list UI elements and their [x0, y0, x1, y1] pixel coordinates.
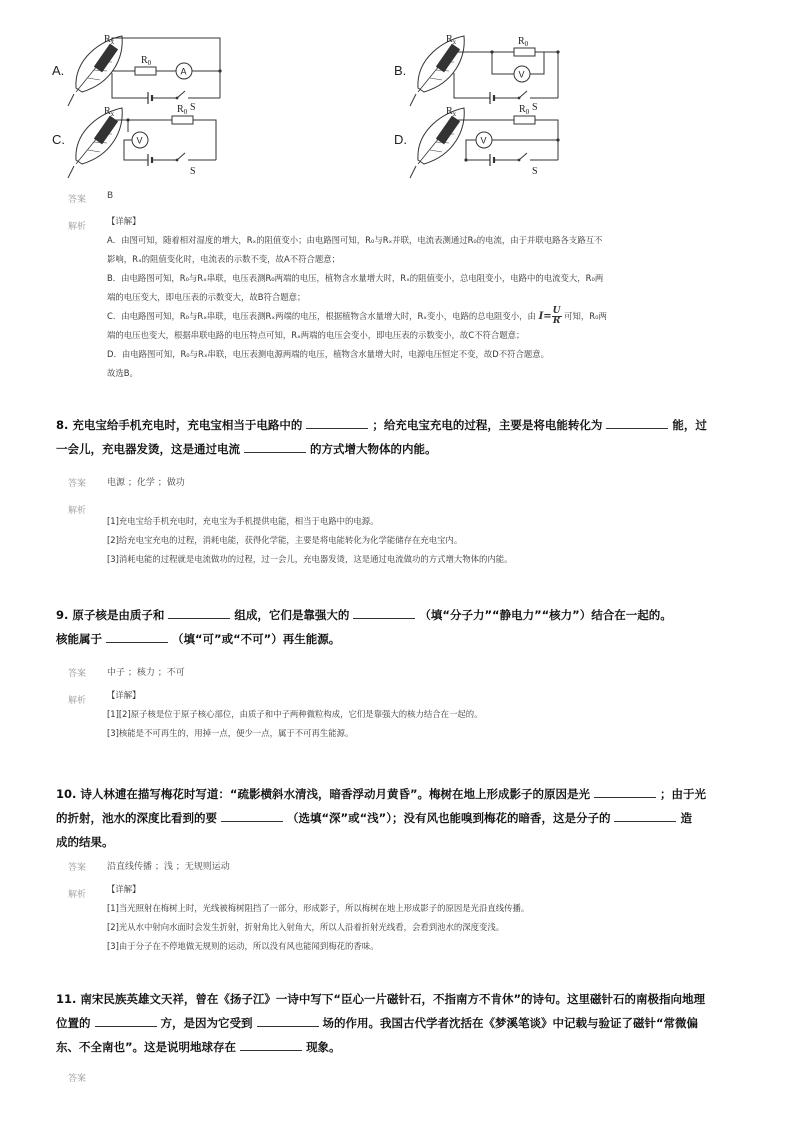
- question-11: 11. 南宋民族英雄文天祥，曾在《扬子江》一诗中写下“臣心一片磁针石，不指南方不肯休”的诗句。这里磁针石的南极指向地理 位置的 方，是因为它受到 场的作用。我国古代学者沈括在《梦溪笔谈》中记载与验证了磁针“常微偏 东、不全南也”。这是说明地球存在 现象。: [56, 992, 706, 1054]
- explain-line: [3]消耗电能的过程就是电流做功的过程，过一会儿，充电器发烫，这是通过电流做功的方式增大物体的内能。: [107, 554, 513, 564]
- r0-label: $R_0$: [519, 104, 530, 116]
- explain-label: 解析: [68, 506, 87, 516]
- explain-line: D．由电路图可知，R₀与Rₓ串联，电压表测电源两端的电压，植物含水量增大时，电源电压恒定不变，故D不符合题意。: [107, 349, 549, 359]
- meter-label: V: [480, 135, 487, 146]
- ohm-law-formula: I= $\frac{U}{R}$: [538, 306, 561, 326]
- option-c[interactable]: [52, 100, 262, 185]
- explain-line: [1][2]原子核是位于原子核心部位，由质子和中子两种微粒构成，它们是靠强大的核力结合在一起的。: [107, 709, 483, 719]
- answer-blank[interactable]: [221, 809, 283, 822]
- question-number: 9.: [56, 608, 69, 622]
- rx-label: $R_x$: [104, 106, 115, 118]
- answer-value: 中子 ；核力 ；不可: [107, 668, 185, 678]
- meter-label: V: [136, 135, 143, 146]
- answer-label: 答案: [68, 195, 87, 205]
- explain-line: 故选B。: [107, 368, 138, 378]
- answer-blank[interactable]: [614, 809, 676, 822]
- question-10: 10. 诗人林逋在描写梅花时写道：“疏影横斜水清浅，暗香浮动月黄昏”。梅树在地上形成影子的原因是光 ；由于光 的折射，池水的深度比看到的要 （选填“深”或“浅”）；没有风也能嗅到梅花的暗香，这是分子的 造 成的结果。: [56, 787, 707, 849]
- option-letter: B.: [394, 63, 407, 78]
- question-number: 10.: [56, 787, 77, 801]
- answer-label: 答案: [68, 863, 87, 873]
- explanation-block: [107, 512, 747, 569]
- explain-line: [3]由于分子在不停地做无规则的运动，所以没有风也能闻到梅花的香味。: [107, 941, 379, 951]
- answer-value: B: [107, 191, 114, 201]
- leaf-icon: [410, 36, 464, 106]
- answer-blank[interactable]: [244, 440, 306, 453]
- explanation-block: [107, 212, 747, 383]
- explain-line: A．由图可知，随着相对湿度的增大，Rₓ的阻值变小；由电路图可知，R₀与Rₓ并联，电流表测通过R₀的电流，由于并联电路各支路互不: [107, 235, 603, 245]
- answer-value: 电源 ；化学 ；做功: [107, 478, 185, 488]
- meter-label: A: [180, 66, 187, 77]
- r0-label: $R_0$: [518, 36, 529, 48]
- option-letter: C.: [52, 132, 65, 147]
- detail-title: 【详解】: [107, 216, 141, 226]
- detail-title: 【详解】: [107, 884, 141, 894]
- option-d[interactable]: [394, 100, 604, 185]
- r0-label: $R_0$: [141, 55, 152, 67]
- explain-line: [2]给充电宝充电的过程，消耗电能，获得化学能，主要是将电能转化为化学能储存在充电宝内。: [107, 535, 463, 545]
- option-letter: A.: [52, 63, 65, 78]
- explain-label: 解析: [68, 890, 87, 900]
- explain-label: 解析: [68, 222, 87, 232]
- switch-label: S: [190, 102, 196, 113]
- answer-blank[interactable]: [95, 1014, 157, 1027]
- question-8: 8. 充电宝给手机充电时，充电宝相当于电路中的 ；给充电宝充电的过程，主要是将电能转化为 能，过 一会儿，充电器发烫，这是通过电流 的方式增大物体的内能。: [56, 418, 707, 456]
- answer-blank[interactable]: [306, 416, 368, 429]
- r0-label: $R_0$: [177, 104, 188, 116]
- answer-blank[interactable]: [606, 416, 668, 429]
- battery: [148, 154, 152, 166]
- explain-text: C．由电路图可知，R₀与Rₓ串联，电压表测Rₓ两端的电压，根据植物含水量增大时，Rₓ变小，电路的总电阻变小，由: [107, 311, 536, 321]
- explain-line: [1]充电宝给手机充电时，充电宝为手机提供电能，相当于电路中的电源。: [107, 516, 379, 526]
- resistor-r0: [514, 48, 535, 56]
- explanation-block: [107, 880, 747, 956]
- meter-label: V: [518, 69, 525, 80]
- rx-label: $R_x$: [446, 34, 457, 46]
- switch-label: S: [532, 166, 538, 177]
- answer-blank[interactable]: [353, 606, 415, 619]
- answer-label: 答案: [68, 479, 87, 489]
- circuit-diagram-d: [394, 100, 604, 185]
- resistor-r0: [514, 116, 535, 124]
- answer-value: 沿直线传播 ；浅 ；无规则运动: [107, 862, 230, 872]
- explain-line: [3]核能是不可再生的，用掉一点，便少一点，属于不可再生能源。: [107, 728, 354, 738]
- answer-blank[interactable]: [240, 1038, 302, 1051]
- circuit-diagram-c: [52, 100, 262, 185]
- explain-line: 端的电压也变大，根据串联电路的电压特点可知，Rₓ两端的电压会变小，即电压表的示数变小，故C不符合题意；: [107, 330, 525, 340]
- answer-label: 答案: [68, 669, 87, 679]
- resistor-r0: [135, 67, 156, 75]
- explain-line: B．由电路图可知，R₀与Rₓ串联，电压表测R₀两端的电压，植物含水量增大时，Rₓ的阻值变小，总电阻变小，电路中的电流变大，R₀两: [107, 273, 604, 283]
- answer-blank[interactable]: [106, 630, 168, 643]
- explain-label: 解析: [68, 696, 87, 706]
- question-number: 8.: [56, 418, 69, 432]
- resistor-r0: [172, 116, 193, 124]
- explain-line: [2]光从水中射向水面时会发生折射，折射角比入射角大，所以人沿着折射光线看，会看到池水的深度变浅。: [107, 922, 505, 932]
- explain-line-with-formula: [107, 307, 747, 326]
- question-number: 11.: [56, 992, 77, 1006]
- explain-line: [1]当光照射在梅树上时，光线被梅树阻挡了一部分，形成影子，所以梅树在地上形成影子的原因是光沿直线传播。: [107, 903, 530, 913]
- answer-blank[interactable]: [168, 606, 230, 619]
- rx-label: $R_x$: [104, 34, 115, 46]
- leaf-icon: [410, 108, 464, 178]
- answer-blank[interactable]: [594, 785, 656, 798]
- battery: [490, 154, 494, 166]
- answer-blank[interactable]: [257, 1014, 319, 1027]
- option-letter: D.: [394, 132, 407, 147]
- detail-title: 【详解】: [107, 690, 141, 700]
- explain-text: 可知，R₀两: [564, 311, 607, 321]
- switch-label: S: [190, 166, 196, 177]
- switch-label: S: [532, 102, 538, 113]
- answer-label: 答案: [68, 1074, 87, 1084]
- explanation-block: [107, 686, 747, 743]
- explain-line: 端的电压变大，即电压表的示数变大，故B符合题意；: [107, 292, 306, 302]
- leaf-icon: [68, 108, 122, 178]
- rx-label: $R_x$: [446, 106, 457, 118]
- question-9: 9. 原子核是由质子和 组成，它们是靠强大的 （填“分子力”“静电力”“核力”）结合在一起的。 核能属于 （填“可”或“不可”）再生能源。: [56, 608, 672, 646]
- explain-line: 影响，Rₓ的阻值变化时，电流表的示数不变，故A不符合题意；: [107, 254, 341, 264]
